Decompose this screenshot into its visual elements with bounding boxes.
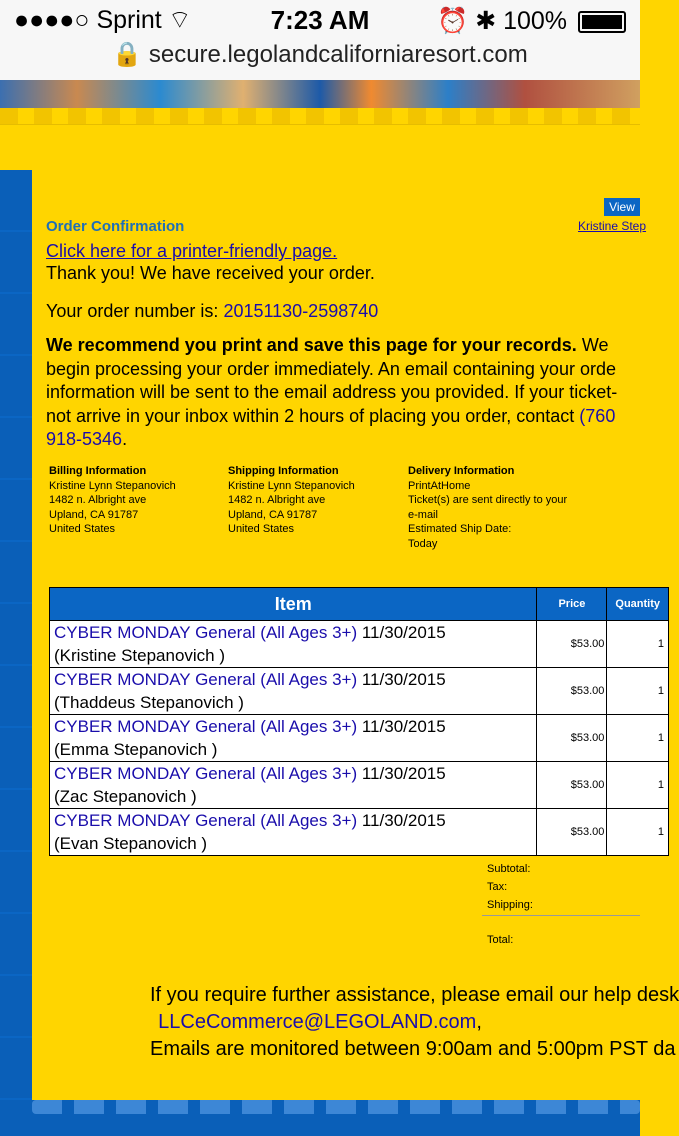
notice-line-4: not arrive in your inbox within 2 hours of placing you order, contact <box>46 405 580 426</box>
promo-link[interactable]: CYBER MONDAY <box>54 811 191 830</box>
recommend-tail: We <box>576 335 609 355</box>
thank-you-text: Thank you! We have received your order. <box>46 263 375 283</box>
price-cell: $53.00 <box>537 621 607 668</box>
ticket-link[interactable]: General (All Ages 3+) <box>195 811 358 830</box>
billing-title: Billing Information <box>49 465 147 477</box>
lego-studs-top <box>0 108 640 125</box>
notice-line-2: begin processing your order immediately. An email containing your orde <box>46 358 616 379</box>
item-cell <box>50 762 537 809</box>
table-row <box>50 621 669 668</box>
tax-label: Tax: <box>487 881 508 893</box>
order-number-line <box>46 300 640 323</box>
guest-name: (Evan Stepanovich ) <box>54 834 208 853</box>
printer-friendly-link[interactable]: Click here for a printer-friendly page. <box>46 241 338 261</box>
visit-date: 11/30/2015 <box>357 623 446 642</box>
totals-divider <box>482 915 640 916</box>
order-confirmation-content <box>46 218 640 323</box>
delivery-note-2: e-mail <box>408 508 438 521</box>
ship-date-label: Estimated Ship Date: <box>408 523 512 535</box>
billing-country: United States <box>49 523 116 535</box>
price-cell: $53.00 <box>537 762 607 809</box>
shipping-title: Shipping Information <box>228 465 339 477</box>
item-cell <box>50 621 537 668</box>
promo-link[interactable]: CYBER MONDAY <box>54 670 191 689</box>
guest-name: (Kristine Stepanovich ) <box>54 646 226 665</box>
delivery-title: Delivery Information <box>408 465 515 477</box>
table-header-row <box>50 588 669 621</box>
hours-text: Emails are monitored between 9:00am and 5:00pm PST da <box>150 1038 676 1060</box>
phone-link[interactable]: (760 <box>579 405 616 426</box>
order-items-table <box>49 587 669 856</box>
alarm-icon: ⏰ <box>437 7 469 35</box>
phone-link-continued[interactable]: 918-5346 <box>46 429 123 449</box>
user-name-link[interactable]: Kristine Step <box>578 219 647 233</box>
visit-date: 11/30/2015 <box>357 717 446 736</box>
quantity-cell: 1 <box>607 762 669 809</box>
comma: , <box>476 1011 482 1033</box>
promo-link[interactable]: CYBER MONDAY <box>54 623 191 642</box>
table-row <box>50 668 669 715</box>
visit-date: 11/30/2015 <box>357 670 446 689</box>
total-label: Total: <box>487 934 514 946</box>
item-cell <box>50 668 537 715</box>
promo-link[interactable]: CYBER MONDAY <box>54 717 191 736</box>
price-cell: $53.00 <box>537 715 607 762</box>
order-number-label: Your order number is: <box>46 301 224 321</box>
ticket-link[interactable]: General (All Ages 3+) <box>195 623 358 642</box>
guest-name: (Zac Stepanovich ) <box>54 787 197 806</box>
wifi-icon: ⌔ <box>168 6 192 34</box>
lock-icon: 🔒 <box>112 41 143 68</box>
battery-percent: 100% <box>503 7 568 35</box>
table-row <box>50 715 669 762</box>
col-price: Price <box>537 588 607 621</box>
shipping-street: 1482 n. Albright ave <box>228 494 326 506</box>
quantity-cell: 1 <box>607 621 669 668</box>
bluetooth-icon: ✱ <box>475 7 497 35</box>
item-cell <box>50 715 537 762</box>
notice-line-3: information will be sent to the email address you provided. If your ticket- <box>46 382 618 402</box>
billing-street: 1482 n. Albright ave <box>49 494 147 506</box>
lego-studs-bottom <box>32 1100 640 1114</box>
recommend-bold: We recommend you print and save this page for your records. <box>46 335 577 355</box>
help-email-link[interactable]: LLCeCommerce@LEGOLAND.com <box>158 1011 477 1033</box>
clock: 7:23 AM <box>270 5 370 35</box>
billing-city: Upland, CA 91787 <box>49 508 139 521</box>
price-cell: $53.00 <box>537 668 607 715</box>
guest-name: (Emma Stepanovich ) <box>54 740 218 759</box>
view-button[interactable]: View <box>604 198 640 216</box>
url-text: secure.legolandcaliforniaresort.com <box>148 41 528 68</box>
delivery-info <box>408 464 567 551</box>
price-cell: $53.00 <box>537 809 607 856</box>
subtotal-label: Subtotal: <box>487 863 531 875</box>
status-bar <box>0 0 640 40</box>
help-text: If you require further assistance, please email our help desk <box>150 984 679 1006</box>
visit-date: 11/30/2015 <box>357 764 446 783</box>
order-number-link[interactable]: 20151130-2598740 <box>223 301 379 321</box>
billing-info <box>49 464 176 537</box>
col-quantity: Quantity <box>607 588 669 621</box>
help-footer <box>0 982 679 1063</box>
delivery-method: PrintAtHome <box>408 479 471 492</box>
shipping-info <box>228 464 355 537</box>
quantity-cell: 1 <box>607 668 669 715</box>
carrier-label: ●●●●○ Sprint <box>14 6 162 34</box>
table-row <box>50 809 669 856</box>
col-item: Item <box>50 588 537 621</box>
shipping-label: Shipping: <box>487 899 533 911</box>
shipping-city: Upland, CA 91787 <box>228 508 318 521</box>
table-row <box>50 762 669 809</box>
ticket-link[interactable]: General (All Ages 3+) <box>195 670 358 689</box>
visit-date: 11/30/2015 <box>357 811 446 830</box>
period: . <box>122 429 128 449</box>
quantity-cell: 1 <box>607 809 669 856</box>
delivery-note: Ticket(s) are sent directly to your <box>408 494 568 506</box>
item-cell <box>50 809 537 856</box>
ticket-link[interactable]: General (All Ages 3+) <box>195 717 358 736</box>
ship-date-value: Today <box>408 537 438 550</box>
records-notice <box>46 334 640 452</box>
address-bar[interactable] <box>0 40 640 80</box>
ticket-link[interactable]: General (All Ages 3+) <box>195 764 358 783</box>
page-title: Order Confirmation <box>46 218 185 235</box>
billing-name: Kristine Lynn Stepanovich <box>49 479 176 492</box>
battery-icon <box>578 11 626 33</box>
order-totals <box>487 860 533 949</box>
promo-link[interactable]: CYBER MONDAY <box>54 764 191 783</box>
shipping-country: United States <box>228 523 295 535</box>
guest-name: (Thaddeus Stepanovich ) <box>54 693 244 712</box>
shipping-name: Kristine Lynn Stepanovich <box>228 479 355 492</box>
quantity-cell: 1 <box>607 715 669 762</box>
battery-area <box>437 6 626 36</box>
